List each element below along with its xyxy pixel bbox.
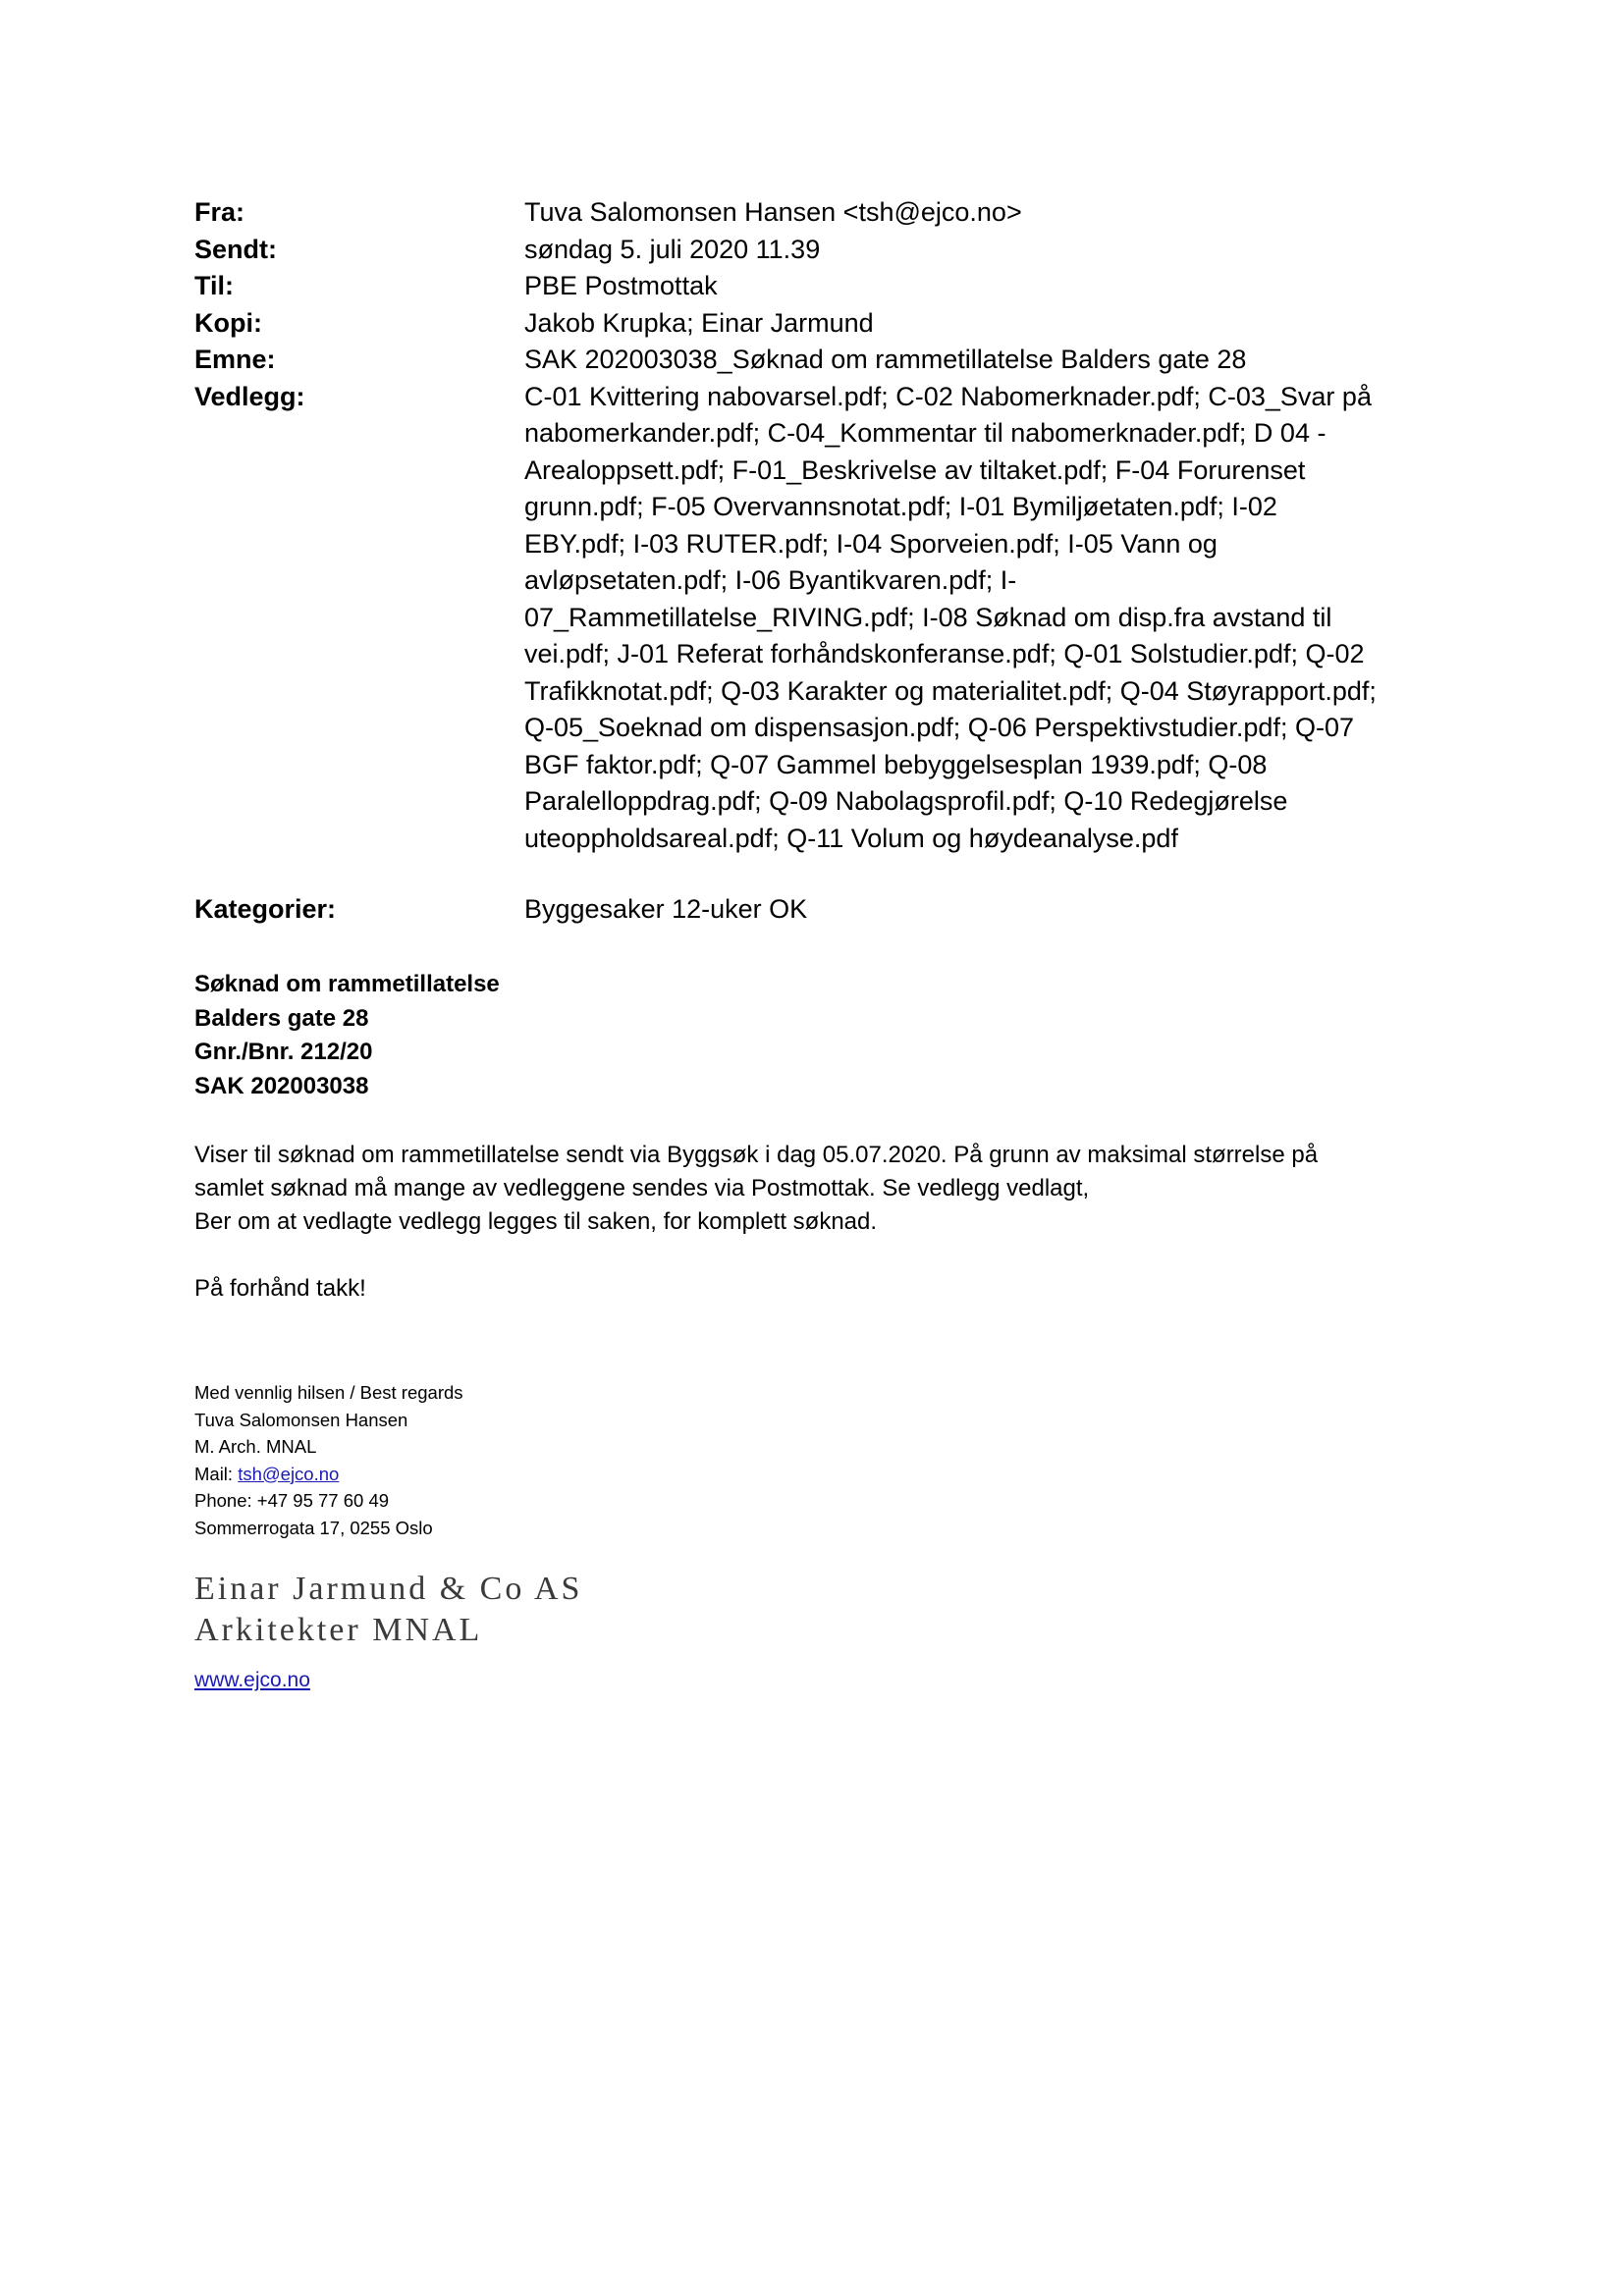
company-logo — [194, 1569, 582, 1651]
signature-phone: Phone: +47 95 77 60 49 — [194, 1490, 390, 1511]
sent-label: Sendt: — [194, 234, 277, 264]
categories-label: Kategorier: — [194, 894, 337, 924]
website-link[interactable]: www.ejco.no — [194, 1669, 310, 1691]
attachments-line: vei.pdf; J-01 Referat forhåndskonferanse.pdf; Q-01 Solstudier.pdf; Q-02 — [524, 639, 1365, 668]
subject-value: SAK 202003038_Søknad om rammetillatelse Balders gate 28 — [524, 345, 1247, 374]
email-body — [194, 1139, 1471, 1306]
attachments-line: EBY.pdf; I-03 RUTER.pdf; I-04 Sporveien.pdf; I-05 Vann og — [524, 528, 1218, 559]
attachments-line: grunn.pdf; F-05 Overvannsnotat.pdf; I-01 Bymiljøetaten.pdf; I-02 — [524, 492, 1277, 521]
attachments-line: nabomerkander.pdf; C-04_Kommentar til nabomerknader.pdf; D 04 - — [524, 418, 1326, 448]
categories-value: Byggesaker 12-uker OK — [524, 894, 808, 924]
email-signature — [194, 1379, 463, 1541]
header-sent-row — [194, 232, 1471, 269]
website-row — [194, 1667, 310, 1694]
email-header — [194, 194, 1471, 929]
header-cc-row — [194, 305, 1471, 343]
attachments-line: 07_Rammetillatelse_RIVING.pdf; I-08 Søknad om disp.fra avstand til — [524, 602, 1332, 632]
subject-label: Emne: — [194, 345, 276, 374]
signature-title: M. Arch. MNAL — [194, 1436, 317, 1457]
signature-greeting: Med vennlig hilsen / Best regards — [194, 1382, 463, 1403]
attachments-line: uteoppholdsareal.pdf; Q-11 Volum og høydeanalyse.pdf — [524, 823, 1178, 853]
to-label: Til: — [194, 271, 234, 300]
sent-value: søndag 5. juli 2020 11.39 — [524, 234, 821, 264]
from-label: Fra: — [194, 197, 245, 227]
signature-mail-label: Mail: — [194, 1463, 239, 1484]
signature-mail-link[interactable]: tsh@ejco.no — [238, 1463, 340, 1484]
body-thanks: På forhånd takk! — [194, 1275, 366, 1302]
body-line: samlet søknad må mange av vedleggene sendes via Postmottak. Se vedlegg vedlagt, — [194, 1175, 1090, 1201]
to-value: PBE Postmottak — [524, 271, 718, 300]
application-subject-block — [194, 968, 500, 1103]
cc-label: Kopi: — [194, 307, 262, 338]
subject-line: SAK 202003038 — [194, 1072, 369, 1099]
signature-name: Tuva Salomonsen Hansen — [194, 1409, 408, 1430]
attachments-line: avløpsetaten.pdf; I-06 Byantikvaren.pdf; I- — [524, 565, 1017, 595]
from-value: Tuva Salomonsen Hansen <tsh@ejco.no> — [524, 197, 1022, 227]
subject-line: Balders gate 28 — [194, 1004, 369, 1032]
attachments-label: Vedlegg: — [194, 381, 305, 411]
attachments-list — [524, 379, 1471, 858]
header-categories-row — [194, 891, 1471, 929]
subject-line: Søknad om rammetillatelse — [194, 971, 500, 997]
header-to-row — [194, 268, 1471, 305]
header-attachments-row — [194, 379, 1471, 858]
attachments-line: Arealoppsett.pdf; F-01_Beskrivelse av tiltaket.pdf; F-04 Forurenset — [524, 454, 1306, 485]
signature-address: Sommerrogata 17, 0255 Oslo — [194, 1517, 433, 1538]
logo-line: Einar Jarmund & Co AS — [194, 1571, 583, 1607]
header-from-row — [194, 194, 1471, 232]
body-line: Ber om at vedlagte vedlegg legges til saken, for komplett søknad. — [194, 1208, 878, 1235]
logo-line: Arkitekter MNAL — [194, 1612, 483, 1648]
attachments-line: Paralelloppdrag.pdf; Q-09 Nabolagsprofil.pdf; Q-10 Redegjørelse — [524, 786, 1288, 816]
body-line: Viser til søknad om rammetillatelse sendt via Byggsøk i dag 05.07.2020. På grunn av maksimal størrelse på — [194, 1142, 1319, 1168]
attachments-line: BGF faktor.pdf; Q-07 Gammel bebyggelsesplan 1939.pdf; Q-08 — [524, 749, 1268, 779]
signature-mail-row — [194, 1461, 463, 1488]
attachments-line: Trafikknotat.pdf; Q-03 Karakter og materialitet.pdf; Q-04 Støyrapport.pdf; — [524, 675, 1377, 706]
attachments-line: C-01 Kvittering nabovarsel.pdf; C-02 Nabomerknader.pdf; C-03_Svar på — [524, 381, 1372, 411]
subject-line: Gnr./Bnr. 212/20 — [194, 1039, 373, 1065]
attachments-line: Q-05_Soeknad om dispensasjon.pdf; Q-06 Perspektivstudier.pdf; Q-07 — [524, 713, 1354, 742]
header-subject-row — [194, 342, 1471, 379]
cc-value: Jakob Krupka; Einar Jarmund — [524, 307, 874, 338]
